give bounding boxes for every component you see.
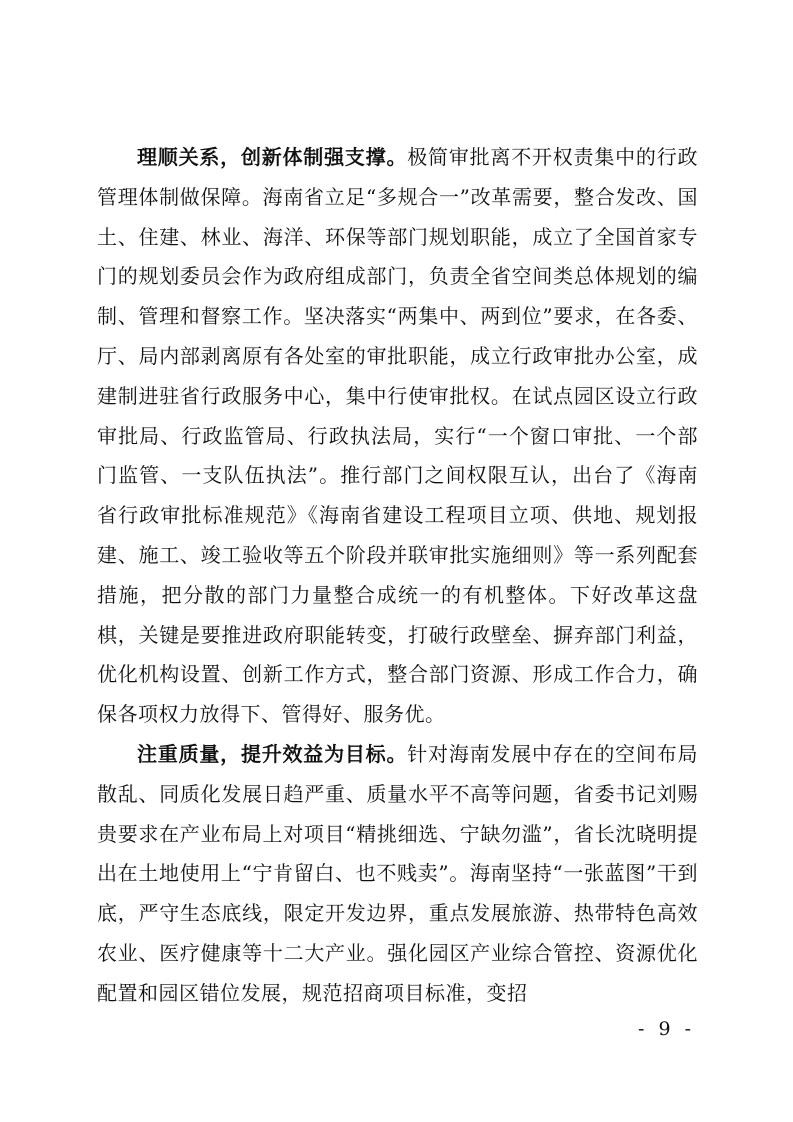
paragraph-quality [97,735,698,1014]
paragraph-body: 极简审批离不开权责集中的行政管理体制做保障。海南省立足“多规合一”改革需要，整合发改、国土、住建、林业、海洋、环保等部门规划职能，成立了全国首家专门的规划委员会作为政府组成部门，负责全省空间类总体规划的编制、管理和督察工作。坚决落实“两集中、两到位”要求，在各委、厅、局内部剥离原有各处室的审批职能，成立行政审批办公室，成建制进驻省行政服务中心，集中行使审批权。在试点园区设立行政审批局、行政监管局、行政执法局，实行“一个窗口审批、一个部门监管、一支队伍执法”。推行部门之间权限互认，出台了《海南省行政审批标准规范》《海南省建设工程项目立项、供地、规划报建、施工、竣工验收等五个阶段并联审批实施细则》等一系列配套措施，把分散的部门力量整合成统一的有机整体。下好改革这盘棋，关键是要推进政府职能转变，打破行政壁垒、摒弃部门利益，优化机构设置、创新工作方式，整合部门资源、形成工作合力，确保各项权力放得下、管得好、服务优。 [97,145,698,727]
paragraph-restructuring [97,138,698,735]
body-text [97,138,698,1014]
page-number: - 9 - [637,1018,695,1040]
paragraph-body: 针对海南发展中存在的空间布局散乱、同质化发展日趋严重、质量水平不高等问题，省委书记刘赐贵要求在产业布局上对项目“精挑细选、宁缺勿滥”，省长沈晓明提出在土地使用上“宁肯留白、也不贱卖”。海南坚持“一张蓝图”干到底，严守生态底线，限定开发边界，重点发展旅游、热带特色高效农业、医疗健康等十二大产业。强化园区产业综合管控、资源优化配置和园区错位发展，规范招商项目标准，变招 [97,741,698,1005]
paragraph-lead-heading: 理顺关系，创新体制强支撑。 [137,145,408,169]
paragraph-lead-heading: 注重质量，提升效益为目标。 [137,741,408,766]
